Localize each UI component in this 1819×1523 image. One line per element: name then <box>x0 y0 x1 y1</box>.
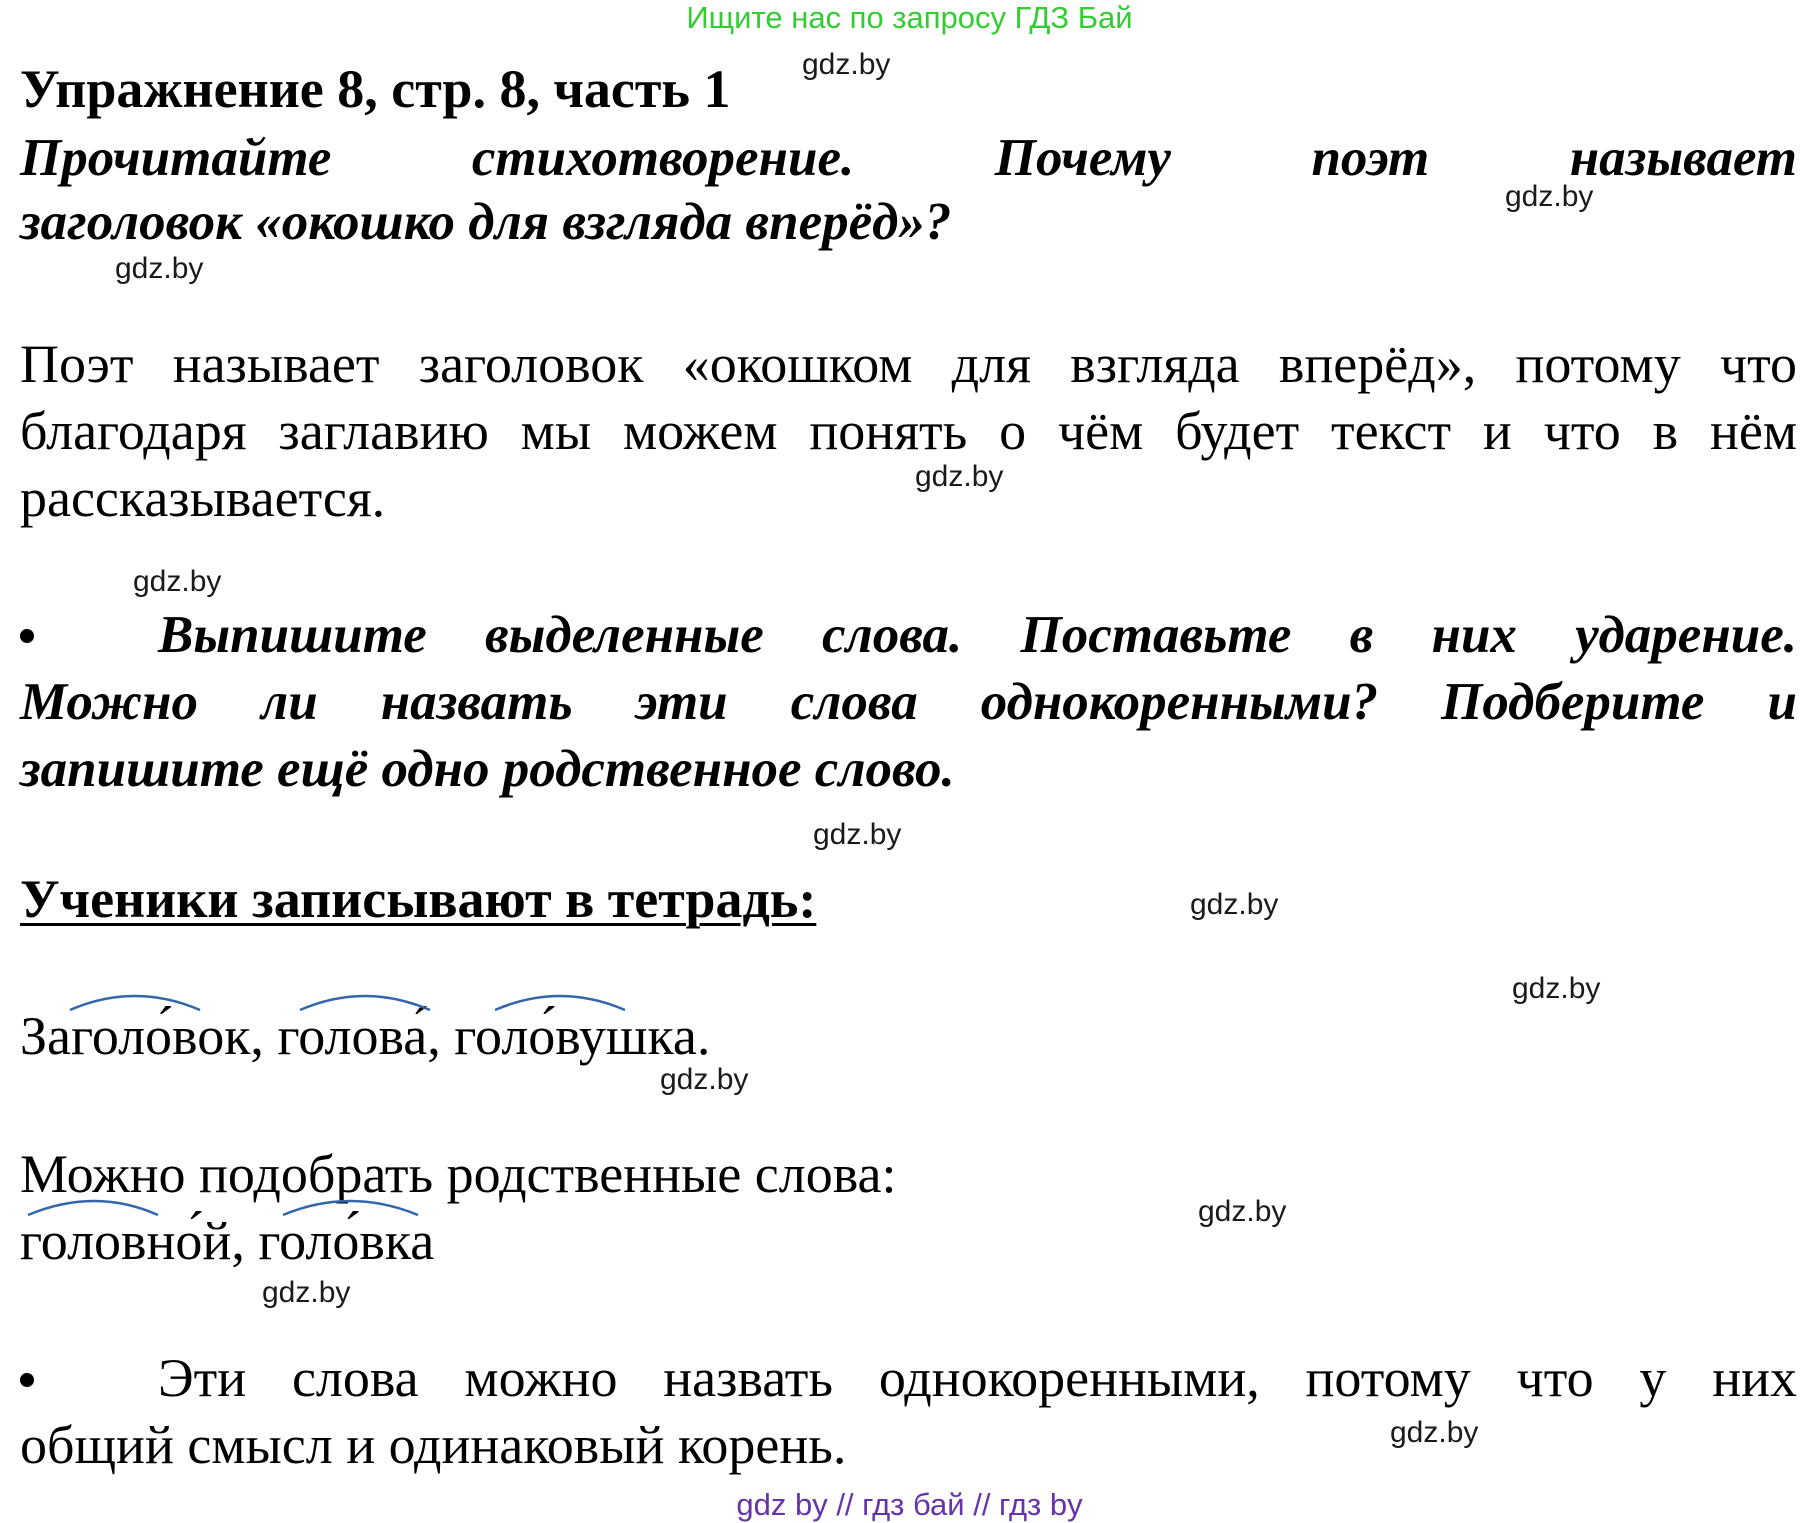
watermark: gdz.by <box>1198 1195 1287 1228</box>
question2-text: Выпишите выделенные слова. Поставьте в них ударение. <box>158 606 1797 664</box>
watermark: gdz.by <box>115 252 204 285</box>
word-golovka: голо́вка <box>258 1211 435 1271</box>
word-golovushka: голо́вушка. <box>454 1006 711 1066</box>
footer-links[interactable]: gdz by // гдз бай // гдз by <box>736 1487 1083 1522</box>
notebook-heading: Ученики записывают в тетрадь: <box>20 869 817 929</box>
top-banner: Ищите нас по запросу ГДЗ Бай <box>686 0 1133 35</box>
watermark: gdz.by <box>813 818 902 851</box>
exercise-title: Упражнение 8, стр. 8, часть 1 <box>20 59 731 119</box>
question1-line-2: заголовок «окошко для взгляда вперёд»? <box>20 193 952 251</box>
watermark: gdz.by <box>1512 972 1601 1005</box>
question2-line-1 <box>20 605 1797 665</box>
watermark: gdz.by <box>1390 1416 1479 1449</box>
stressed-words-line <box>20 1005 710 1067</box>
answer1-line-2: благодаря заглавию мы можем понять о чём будет текст и что в нём <box>20 401 1797 461</box>
watermark: gdz.by <box>915 460 1004 493</box>
question2-line-2: Можно ли назвать эти слова однокоренными? Подберите и <box>20 673 1797 731</box>
question1-line-1: Прочитайте стихотворение. Почему поэт называет <box>20 129 1797 187</box>
bullet <box>20 1373 34 1387</box>
related-words-intro: Можно подобрать родственные слова: <box>20 1144 897 1204</box>
answer1-line-1: Поэт называет заголовок «окошком для взгляда вперёд», потому что <box>20 334 1797 394</box>
answer2-line-1 <box>20 1347 1797 1409</box>
bullet <box>20 629 34 643</box>
word-zagolovok: Заголо́вок, <box>20 1006 264 1066</box>
answer2-text: Эти слова можно назвать однокоренными, потому что у них <box>158 1348 1797 1408</box>
watermark: gdz.by <box>802 48 891 81</box>
word-golovnoy: головно́й, <box>20 1211 245 1271</box>
answer2-line-2: общий смысл и одинаковый корень. <box>20 1415 847 1475</box>
watermark: gdz.by <box>1190 888 1279 921</box>
watermark: gdz.by <box>262 1276 351 1309</box>
question2-line-3: запишите ещё одно родственное слово. <box>20 740 955 798</box>
watermark: gdz.by <box>1505 180 1594 213</box>
related-words-line <box>20 1210 434 1272</box>
watermark: gdz.by <box>660 1063 749 1096</box>
watermark: gdz.by <box>133 565 222 598</box>
answer1-line-3: рассказывается. <box>20 468 386 528</box>
word-golova: голова́, <box>277 1006 441 1066</box>
